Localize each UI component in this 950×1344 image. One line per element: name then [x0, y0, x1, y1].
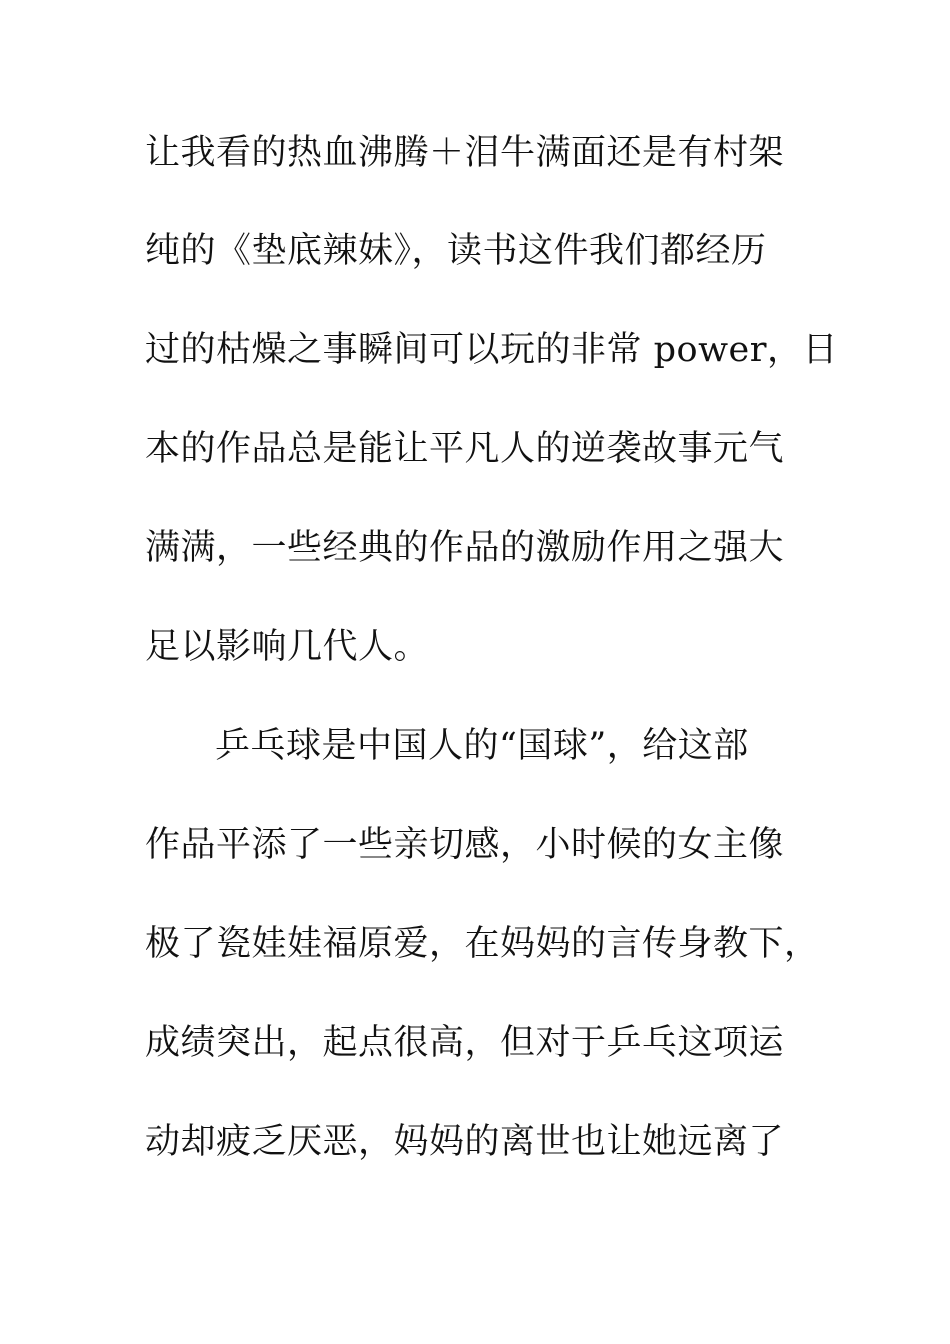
text-line: 足以影响几代人。 [145, 627, 430, 667]
text-line: 乒乓球是中国人的“国球”，给这部 [215, 726, 749, 766]
text-line: 过的枯燥之事瞬间可以玩的非常 power，日 [145, 330, 839, 370]
text-line: 纯的《垫底辣妹》，读书这件我们都经历 [145, 231, 767, 271]
text-line: 本的作品总是能让平凡人的逆袭故事元气 [145, 429, 785, 469]
text-line: 极了瓷娃娃福原爱，在妈妈的言传身教下， [145, 924, 820, 964]
text-line: 作品平添了一些亲切感，小时候的女主像 [145, 825, 785, 865]
text-line: 动却疲乏厌恶，妈妈的离世也让她远离了 [145, 1122, 785, 1162]
text-line: 让我看的热血沸腾＋泪牛满面还是有村架 [145, 133, 785, 173]
text-line: 成绩突出，起点很高，但对于乒乓这项运 [145, 1023, 785, 1063]
text-line: 满满，一些经典的作品的激励作用之强大 [145, 528, 785, 568]
